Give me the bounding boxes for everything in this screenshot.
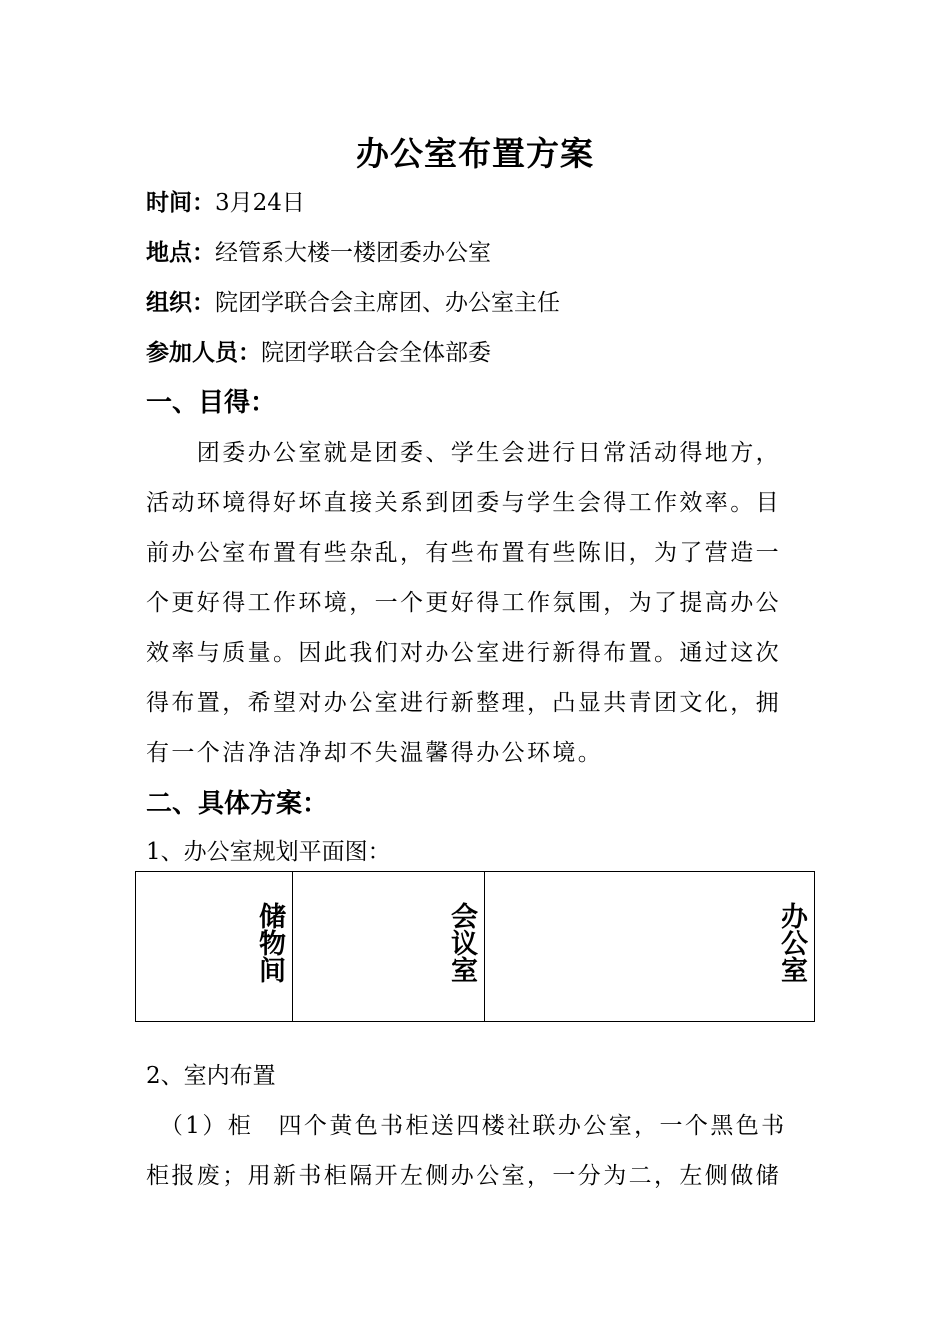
section2-line: 柜报废；用新书柜隔开左侧办公室，一分为二，左侧做储: [146, 1163, 781, 1189]
section1-line: 个更好得工作环境，一个更好得工作氛围，为了提高办公: [146, 590, 781, 616]
room-storage: [136, 872, 292, 1021]
section1-line: 前办公室布置有些杂乱，有些布置有些陈旧，为了营造一: [146, 540, 781, 566]
section1-line: 得布置，希望对办公室进行新整理，凸显共青团文化，拥: [146, 690, 781, 716]
room-label: 储物间: [254, 902, 285, 983]
floor-plan: [135, 871, 815, 1022]
organizer-label: 组织：: [146, 290, 215, 316]
participants-label: 参加人员：: [146, 340, 261, 366]
document-title: 办公室布置方案: [356, 134, 594, 173]
room-meeting: [292, 872, 484, 1021]
organizer-line: [146, 284, 560, 317]
room-office: [484, 872, 814, 1021]
interior-layout-heading: 2、室内布置: [146, 1063, 276, 1089]
section1-line: 活动环境得好坏直接关系到团委与学生会得工作效率。目: [146, 490, 781, 516]
room-label: 办公室: [776, 902, 807, 983]
section1-heading: 一、目得：: [146, 388, 277, 418]
section2-heading: 二、具体方案：: [146, 789, 329, 819]
time-label: 时间：: [146, 190, 215, 216]
section1-line: 有一个洁净洁净却不失温馨得办公环境。: [146, 740, 604, 766]
section2-line: （1）柜 四个黄色书柜送四楼社联办公室，一个黑色书: [146, 1113, 787, 1139]
section1-line: 团委办公室就是团委、学生会进行日常活动得地方，: [146, 440, 781, 466]
floor-plan-caption: 1、办公室规划平面图：: [146, 839, 391, 865]
place-line: [146, 234, 491, 267]
section1-line: 效率与质量。因此我们对办公室进行新得布置。通过这次: [146, 640, 781, 666]
organizer-value: 院团学联合会主席团、办公室主任: [215, 290, 560, 316]
participants-line: [146, 334, 491, 367]
room-label: 会议室: [446, 902, 477, 983]
time-line: [146, 184, 305, 217]
place-label: 地点：: [146, 240, 215, 266]
time-value: 3月24日: [215, 190, 305, 216]
participants-value: 院团学联合会全体部委: [261, 340, 491, 366]
place-value: 经管系大楼一楼团委办公室: [215, 240, 491, 266]
